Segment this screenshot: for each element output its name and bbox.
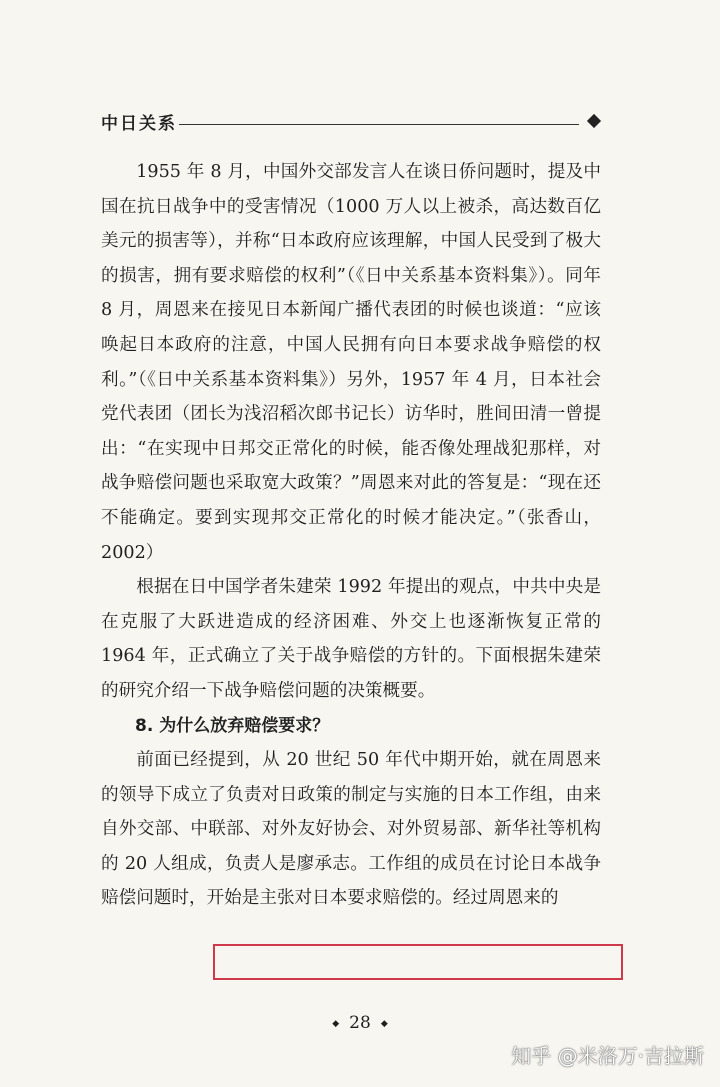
page-footer: [0, 1012, 720, 1035]
body-text: [101, 155, 601, 916]
paragraph: 前面已经提到，从 20 世纪 50 年代中期开始，就在周恩来的领导下成立了负责对日政策的制定与实施的日本工作组，由来自外交部、中联部、对外友好协会、对外贸易部、新华社等机构的 20 人组成，负责人是廖承志。工作组的成员在讨论日本战争赔偿问题时，开始是主张对日本要求赔偿的。经过周恩来的: [101, 750, 601, 909]
section-heading: 8. 为什么放弃赔偿要求？: [135, 715, 330, 736]
header-rule: [179, 124, 579, 125]
page-number: 28: [349, 1013, 371, 1033]
running-header: [101, 112, 601, 138]
header-title: 中日关系: [101, 114, 177, 134]
diamond-icon: ◆: [380, 1018, 388, 1029]
diamond-icon: [587, 114, 601, 128]
watermark: 知乎 @米洛万·吉拉斯: [511, 1044, 704, 1068]
paragraph: 1955 年 8 月，中国外交部发言人在谈日侨问题时，提及中国在抗日战争中的受害情况（1000 万人以上被杀，高达数百亿美元的损害等），并称“日本政府应该理解，中国人民受到了极大的损害，拥有要求赔偿的权利”（《日中关系基本资料集》）。同年 8 月，周恩来在接见日本新闻广播代表团的时候也谈道：“应该唤起日本政府的注意，中国人民拥有向日本要求战争赔偿的权利。”（《日中关系基本资料集》）另外，1957 年 4 月，日本社会党代表团（团长为浅沼稻次郎书记长）访华时，胜间田清一曾提出：“在实现中日邦交正常化的时候，能否像处理战犯那样，对战争赔偿问题也采取宽大政策？”周恩来对此的答复是：“现在还不能确定。要到实现邦交正常化的时候才能决定。”（张香山，2002）: [101, 162, 601, 563]
diamond-icon: ◆: [332, 1018, 340, 1029]
paragraph: 根据在日中国学者朱建荣 1992 年提出的观点，中共中央是在克服了大跃进造成的经济困难、外交上也逐渐恢复正常的 1964 年，正式确立了关于战争赔偿的方针的。下面根据朱建荣的研究介绍一下战争赔偿问题的决策概要。: [101, 577, 601, 701]
highlight-box: [213, 944, 623, 980]
